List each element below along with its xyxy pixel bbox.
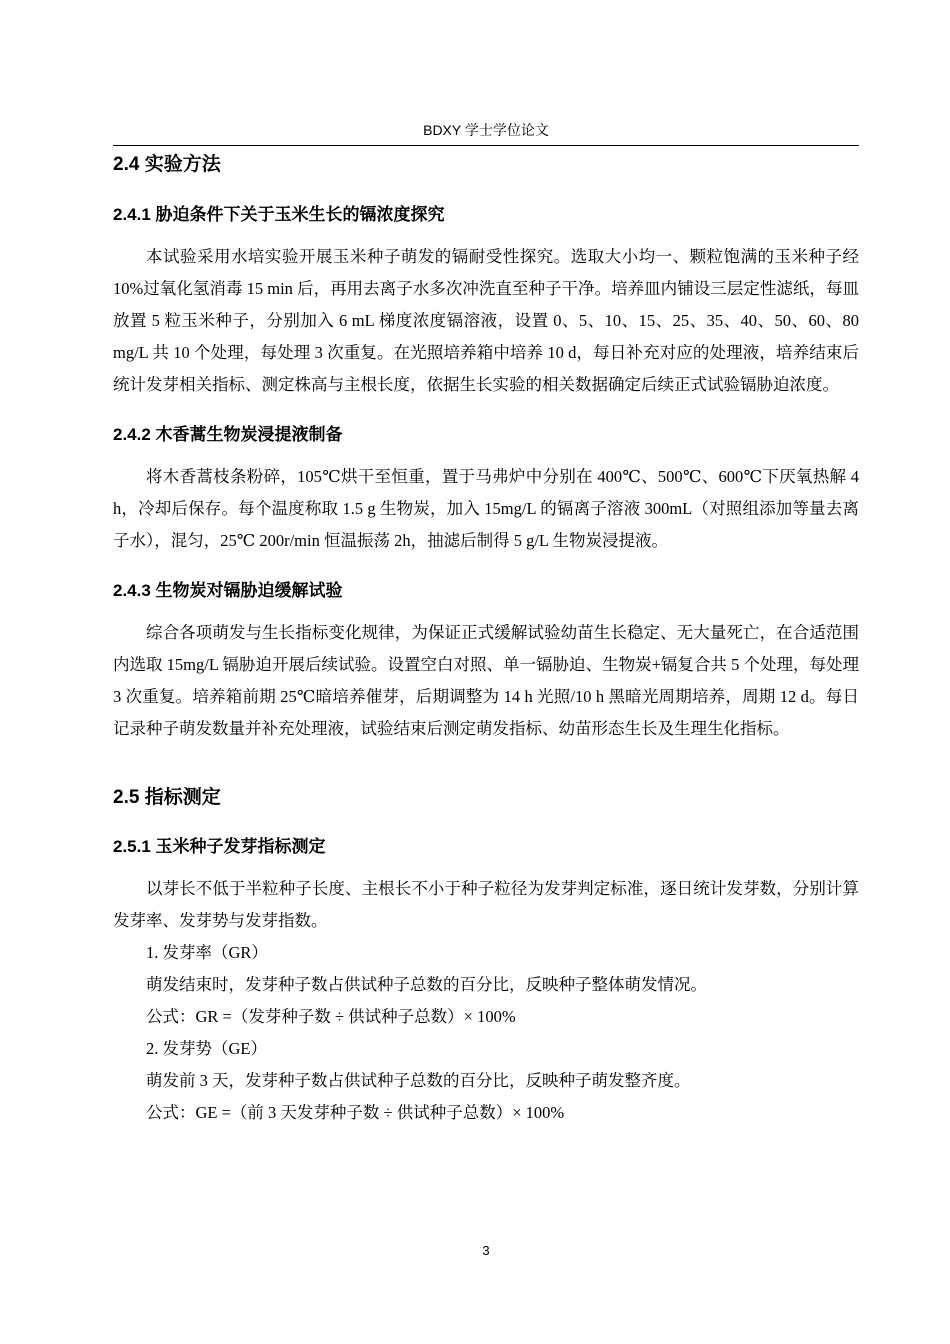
subsection-heading-2-4-3: 2.4.3 生物炭对镉胁迫缓解试验: [113, 581, 343, 600]
subsection-heading-2-4-1: 2.4.1 胁迫条件下关于玉米生长的镉浓度探究: [113, 205, 445, 224]
paragraph-2-4-3: 综合各项萌发与生长指标变化规律，为保证正式缓解试验幼苗生长稳定、无大量死亡，在合适范围内选取 15mg/L 镉胁迫开展后续试验。设置空白对照、单一镉胁迫、生物炭+镉复合共 5 个处理，每处理 3 次重复。培养箱前期 25℃暗培养催芽，后期调整为 14 h 光照/10 h 黑暗光周期培养，周期 12 d。每日记录种子萌发数量并补充处理液，试验结束后测定萌发指标、幼苗形态生长及生理生化指标。: [113, 623, 859, 738]
page-number: 3: [482, 1243, 490, 1258]
gr-description: 萌发结束时，发芽种子数占供试种子总数的百分比，反映种子整体萌发情况。: [146, 975, 707, 994]
subsection-heading-2-4-2: 2.4.2 木香蒿生物炭浸提液制备: [113, 425, 343, 444]
running-header: BDXY 学士学位论文: [423, 122, 549, 138]
ge-formula: 公式：GE =（前 3 天发芽种子数 ÷ 供试种子总数）× 100%: [146, 1103, 565, 1122]
gr-formula: 公式：GR =（发芽种子数 ÷ 供试种子总数）× 100%: [146, 1007, 516, 1026]
page-content: [113, 150, 859, 1129]
section-heading-2-4: 2.4 实验方法: [113, 154, 221, 175]
ge-description: 萌发前 3 天，发芽种子数占供试种子总数的百分比，反映种子萌发整齐度。: [146, 1071, 691, 1090]
subsection-heading-2-5-1: 2.5.1 玉米种子发芽指标测定: [113, 837, 326, 856]
gr-item-title: 1. 发芽率（GR）: [146, 943, 268, 962]
paragraph-2-5-1: 以芽长不低于半粒种子长度、主根长不小于种子粒径为发芽判定标准，逐日统计发芽数，分别计算发芽率、发芽势与发芽指数。: [113, 879, 859, 930]
paragraph-2-4-2: 将木香蒿枝条粉碎，105℃烘干至恒重，置于马弗炉中分别在 400℃、500℃、600℃下厌氧热解 4 h，冷却后保存。每个温度称取 1.5 g 生物炭，加入 15mg/L 的镉离子溶液 300mL（对照组添加等量去离子水），混匀，25℃ 200r/min 恒温振荡 2h，抽滤后制得 5 g/L 生物炭浸提液。: [113, 467, 859, 550]
paragraph-2-4-1: 本试验采用水培实验开展玉米种子萌发的镉耐受性探究。选取大小均一、颗粒饱满的玉米种子经 10%过氧化氢消毒 15 min 后，再用去离子水多次冲洗直至种子干净。培养皿内铺设三层定性滤纸，每皿放置 5 粒玉米种子，分别加入 6 mL 梯度浓度镉溶液，设置 0、5、10、15、25、35、40、50、60、80 mg/L 共 10 个处理，每处理 3 次重复。在光照培养箱中培养 10 d，每日补充对应的处理液，培养结束后统计发芽相关指标、测定株高与主根长度，依据生长实验的相关数据确定后续正式试验镉胁迫浓度。: [113, 247, 859, 394]
ge-item-title: 2. 发芽势（GE）: [146, 1039, 267, 1058]
section-heading-2-5: 2.5 指标测定: [113, 787, 221, 808]
header-rule: [113, 145, 859, 146]
